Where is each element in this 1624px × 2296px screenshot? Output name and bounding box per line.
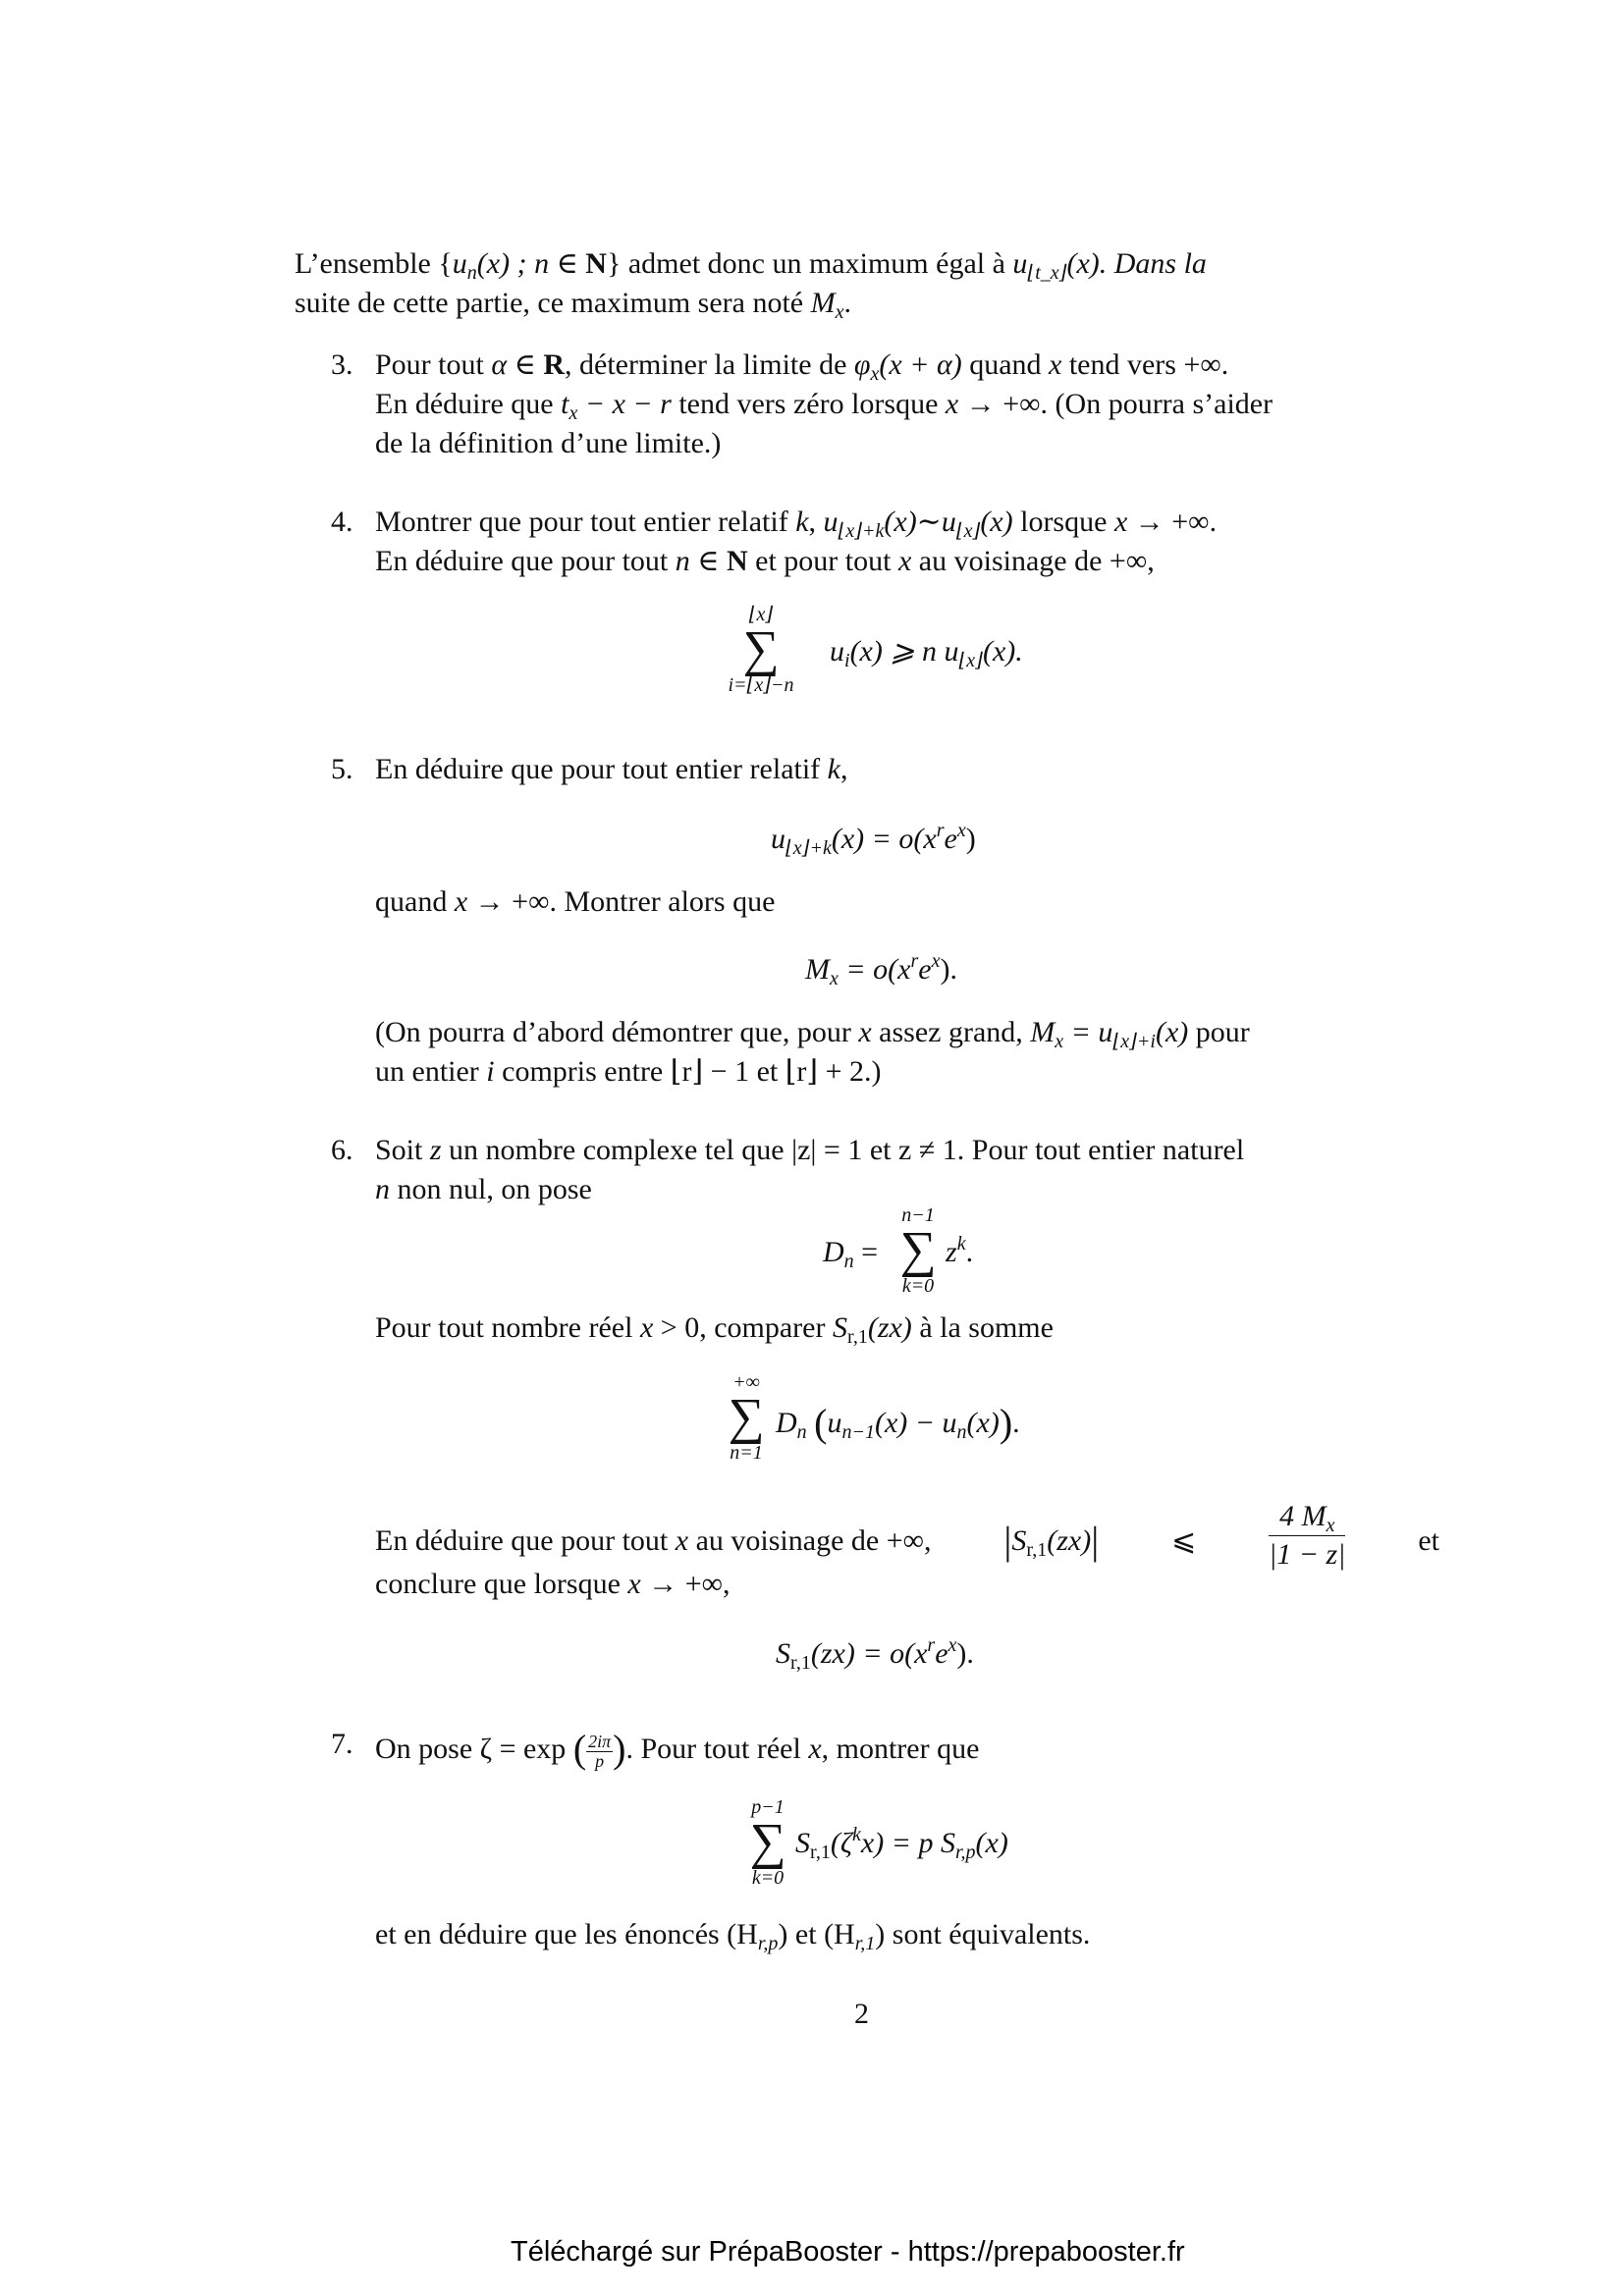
q5-formula-1: $u_{⌊x⌋+k}(x) = o(x^re^x)$	[771, 820, 976, 859]
sigma-icon: ∑	[742, 621, 780, 677]
q5-line-3-text: (On pourra d’abord démontrer que, pour x assez grand, $M_x = u_{⌊x⌋+i}(x)$ pour	[375, 1016, 1250, 1052]
q6-dn-body: $z^k$.	[946, 1233, 974, 1268]
q7-line-2: et en déduire que les énoncés $(H_{r,p})$ et $(H_{r,1})$ sont équivalents.	[375, 1918, 1091, 1954]
q6-number: 6.	[331, 1134, 353, 1166]
q6-line-2: n non nul, on pose	[375, 1173, 592, 1205]
q5-line-1: En déduire que pour tout entier relatif k,	[375, 753, 848, 785]
q6-series-lower: n=1	[730, 1442, 763, 1464]
q6-le: ⩽	[1171, 1523, 1197, 1557]
q7-number: 7.	[331, 1728, 353, 1760]
q7-formula-body: $S_{r,1}(\zeta^kx) = p$ $S_{r,p}(x)$	[795, 1824, 1008, 1863]
q3-number: 3.	[331, 348, 353, 381]
q6-line-3: Pour tout nombre réel x > 0, comparer $S_{r,1}(zx)$ à la somme	[375, 1311, 1054, 1348]
q5-line-2: quand x → +∞. Montrer alors que	[375, 885, 776, 918]
q7-line-1: On pose ζ = exp ( $\frac{2i\pi}{p}$ ). Pour tout réel x, montrer que	[375, 1727, 980, 1772]
q6-dn-sum	[889, 1205, 947, 1296]
sigma-icon: ∑	[749, 1814, 786, 1870]
q5-line-4: un entier i compris entre ⌊r⌋ − 1 et ⌊r⌋ + 2.)	[375, 1055, 882, 1088]
q7-sum	[738, 1797, 797, 1888]
q3-line-1: Pour tout α ∈ R, déterminer la limite de $\varphi_x(x + \alpha)$ quand x tend vers +∞.	[375, 348, 1229, 385]
q6-abs-S: $|S_{r,1}(zx)|$	[1003, 1518, 1100, 1563]
q6-line-4-a: En déduire que pour tout x au voisinage de +∞,	[375, 1523, 932, 1557]
q7-sum-lower: k=0	[751, 1867, 785, 1889]
q6-line-4: En déduire que pour tout x au voisinage de +∞, $|S_{r,1}(zx)|$ ⩽ $\frac{4 M_x}{|1 - z|}$ et	[375, 1500, 1439, 1571]
page-number: 2	[854, 1998, 869, 2030]
q6-line-1: Soit z un nombre complexe tel que |z| = 1 et z ≠ 1. Pour tout entier naturel	[375, 1134, 1245, 1166]
q6-series-sum	[717, 1372, 776, 1463]
sigma-icon: ∑	[728, 1389, 765, 1445]
q6-series-upper: +∞	[732, 1371, 760, 1393]
q4-number: 4.	[331, 506, 353, 538]
q4-formula-body: $u_i(x)$ ⩾ n $u_{⌊x⌋}(x)$.	[830, 635, 1023, 671]
q3-line-3: de la définition d’une limite.)	[375, 427, 722, 459]
q5-number: 5.	[331, 753, 353, 785]
q7-fraction: $\frac{2i\pi}{p}$	[588, 1732, 612, 1772]
q6-dn-lower: k=0	[901, 1275, 935, 1297]
q6-line-5: conclure que lorsque x → +∞,	[375, 1568, 731, 1600]
footer-download-note: Téléchargé sur PrépaBooster - https://prepabooster.fr	[511, 2236, 1185, 2268]
q6-fraction: $\frac{4 M_x}{|1 - z|}$	[1269, 1500, 1346, 1571]
q4-sum-lower: i=⌊x⌋−n	[728, 674, 794, 696]
q5-line-3	[375, 1016, 1439, 1052]
q4-sum-upper: ⌊x⌋	[748, 604, 774, 625]
intro-text: L’ensemble {$u_n(x)$ ; n ∈ N} admet donc un maximum égal à $u_{⌊t\_x⌋}(x)$. Dans la	[295, 247, 1207, 284]
q4-sum-symbol	[707, 605, 815, 695]
q7-sum-upper: p−1	[751, 1796, 785, 1818]
q5-formula-2: $M_x = o(x^re^x)$.	[805, 950, 957, 989]
q4-line-1: Montrer que pour tout entier relatif k, $u_{⌊x⌋+k}(x)\sim u_{⌊x⌋}(x)$ lorsque x → +∞.	[375, 506, 1218, 542]
q6-dn-lhs: $D_n$ =	[823, 1236, 879, 1272]
sigma-icon: ∑	[899, 1222, 937, 1278]
q6-series-body: $D_n$ $(u_{n-1}(x) - u_n(x))$.	[776, 1401, 1020, 1445]
q6-dn-upper: n−1	[901, 1204, 935, 1226]
q3-line-2: En déduire que $t_x - x - r$ tend vers zéro lorsque x → +∞. (On pourra s’aider	[375, 388, 1273, 424]
intro-line-1	[295, 247, 1439, 284]
intro-line-2: suite de cette partie, ce maximum sera noté $M_x$.	[295, 287, 852, 323]
q6-formula: $S_{r,1}(zx) = o(x^re^x)$.	[776, 1634, 974, 1674]
q4-line-2: En déduire que pour tout n ∈ N et pour tout x au voisinage de +∞,	[375, 545, 1155, 577]
